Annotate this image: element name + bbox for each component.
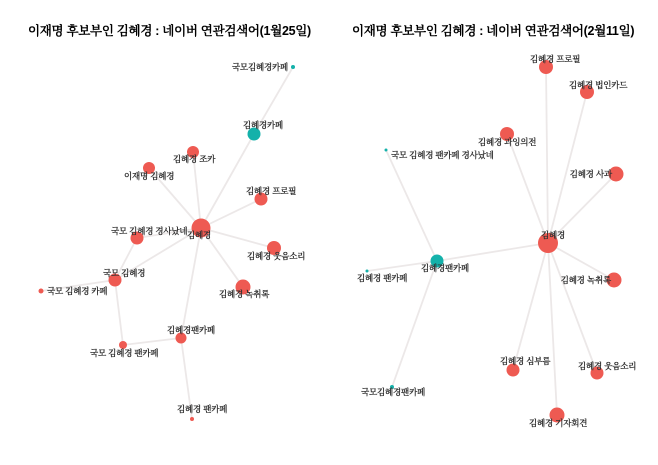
label-kimhyekyung-fancafe-bottom: 김혜경 팬카페 xyxy=(177,404,228,414)
label-kimhyekyung-simburum: 김혜경 심부름 xyxy=(500,356,551,366)
label-kimhyekyung-corporate-card: 김혜경 법인카드 xyxy=(569,80,628,90)
graph-jan25 xyxy=(39,62,306,421)
label-kimhyekyung-fancafe: 김혜경팬카페 xyxy=(167,325,216,335)
edge-kimhyekyung-usumsori--kimhyekyung-center xyxy=(548,243,597,373)
label-kimhyekyung-cafe: 김혜경카페 xyxy=(243,120,284,130)
edge-kimhyekyung-gija-hoegyeon--kimhyekyung-center xyxy=(548,243,557,415)
label-gukmo-kimhyekyung-fancafe: 국모 김혜경 팬카페 xyxy=(90,348,159,358)
edge-gukmo-kimhyekyung--gukmo-kimhyekyung-fancafe xyxy=(115,280,123,345)
node-gukmo-kimhyekyung-cafe-top xyxy=(291,65,295,69)
label-kimhyekyung-center: 김혜경 xyxy=(187,230,212,240)
label-gukmo-gyeongsananne: 국모 김혜경 경사났네 xyxy=(111,226,188,236)
label-gukmo-kimhyekyung: 국모 김혜경 xyxy=(103,268,146,278)
edge-kimhyekyung-corporate-card--kimhyekyung-center xyxy=(548,92,587,243)
label-kimhyekyung-gija-hoegyeon: 김혜경 기자회견 xyxy=(529,418,588,428)
edge-kimhyekyung-fancafe--kimhyekyung-center xyxy=(181,228,201,338)
label-gukmo-kimhyekyung-fancafe: 국모김혜경팬카페 xyxy=(361,387,426,397)
edge-kimhyekyung-usumsori--kimhyekyung-center xyxy=(201,228,274,248)
edge-gukmo-kimhyekyung-fancafe--kimhyekyung-fancafe xyxy=(123,338,181,345)
label-kimhyekyung-fancafe-hub: 김혜경팬카페 xyxy=(421,263,470,273)
label-kimhyekyung-gwaing-uijeon: 김혜경 과잉의전 xyxy=(478,137,537,147)
left-graph-title: 이재명 후보부인 김혜경 : 네이버 연관검색어(1월25일) xyxy=(28,24,311,38)
label-kimhyekyung-joka: 김혜경 조카 xyxy=(173,154,216,164)
node-gukmo-kimhyekyung-cafe-small xyxy=(39,289,44,294)
label-kimhyekyung-nokchwirok: 김혜경 녹취록 xyxy=(219,289,270,299)
label-kimhyekyung-usumsori: 김혜경 웃음소리 xyxy=(578,361,637,371)
label-gukmo-kimhyekyung-cafe-top: 국모김혜경카페 xyxy=(231,62,288,72)
label-kimhyekyung-profile: 김혜경 프로필 xyxy=(246,186,297,196)
node-kimhyekyung-fancafe-bottom xyxy=(190,417,194,421)
label-kimhyekyung-nokchwirok: 김혜경 녹취록 xyxy=(560,275,611,285)
edge-kimhyekyung-simburum--kimhyekyung-center xyxy=(513,243,548,370)
edge-gukmo-fancafe-gyeongsananne--kimhyekyung-fancafe-hub xyxy=(386,150,437,261)
edge-kimhyekyung-gwaing-uijeon--kimhyekyung-center xyxy=(507,134,548,243)
label-kimhyekyung-profile: 김혜경 프로필 xyxy=(530,54,581,64)
edge-kimhyekyung-cafe--kimhyekyung-center xyxy=(201,134,254,228)
label-kimhyekyung-sagwa: 김혜경 사과 xyxy=(569,169,612,179)
label-gukmo-kimhyekyung-cafe-small: 국모 김혜경 카페 xyxy=(47,286,108,296)
node-gukmo-fancafe-gyeongsananne xyxy=(385,149,388,152)
edge-kimhyekyung-fancafe-hub--kimhyekyung-center xyxy=(437,243,548,261)
label-leejaemyung-kimhyekyung: 이재명 김혜경 xyxy=(124,171,175,181)
graph-feb11 xyxy=(357,54,636,428)
label-kimhyekyung-usumsori: 김혜경 웃음소리 xyxy=(247,251,306,261)
label-kimhyekyung-center: 김혜경 xyxy=(541,230,566,240)
label-kimhyekyung-fancafe-small: 김혜경 팬카페 xyxy=(357,273,408,283)
edge-kimhyekyung-profile--kimhyekyung-center xyxy=(546,67,548,243)
right-graph-title: 이재명 후보부인 김혜경 : 네이버 연관검색어(2월11일) xyxy=(352,24,635,38)
label-gukmo-fancafe-gyeongsananne: 국모 김혜경 팬카페 경사났네 xyxy=(391,150,494,160)
